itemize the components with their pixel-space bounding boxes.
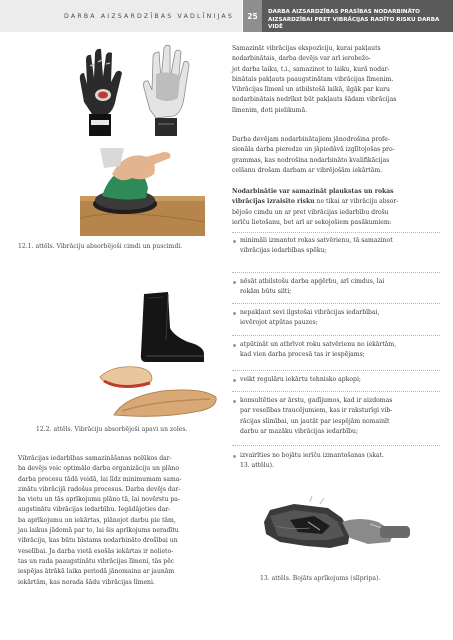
text-line: kad vien darba procesā tas ir iespējams; xyxy=(240,351,365,359)
figure-12-2-caption: 12.2. attēls. Vibrāciju absorbējoši apavi un zoles. xyxy=(36,426,188,433)
figure-12-1-caption: 12.1. attēls. Vibrāciju absorbējoši cimdi un puscimdi. xyxy=(18,243,183,250)
text-line: binātais pakļauts paaugstinātam vibrācijas līmenim. xyxy=(232,75,394,83)
text-line: izvairīties no bojātu ierīču izmantošanas (skat. xyxy=(240,452,384,459)
section-title-line-1: DARBA AIZSARDZĪBAS PRASĪBAS NODARBINĀTO xyxy=(268,9,420,15)
text-line: augstinātu vibrācijas iedarbību. Iegādājoties dar- xyxy=(18,506,171,514)
bullet-icon xyxy=(233,312,236,315)
text-line: grammas, kas nodrošina nodarbināto kvalifikācijas xyxy=(232,156,390,164)
text-line: 13. attēlu). xyxy=(240,462,274,470)
text-line: iekārtām, kas nerada šādu vibrācijas līmeni. xyxy=(18,578,155,586)
divider xyxy=(232,370,440,371)
training-paragraph xyxy=(232,135,440,176)
text-line: bējošo cimdu un ar pret vibrācijas iedarbību drošu xyxy=(232,208,389,216)
section-title-line-2: AIZSARDZĪBAI PRET VIBRĀCIJAS RADĪTO RISKU DARBA VIDĒ xyxy=(268,16,440,30)
text-line: par veselības traucējumiem, kas ir raksturīgi vib- xyxy=(240,407,393,415)
bold-heading-line: Nodarbinātie var samazināt plaukstas un rokas xyxy=(232,188,394,195)
text-line: vibrāciju, kas būtu bīstams nodarbināto drošībai un xyxy=(18,537,178,545)
text-line: vibrācijas iedarbības spēku; xyxy=(240,247,327,255)
text-line: darbu ar mazāku vibrācijas iedarbību; xyxy=(240,427,359,435)
bullet-icon xyxy=(233,281,236,284)
list-item xyxy=(232,451,440,472)
text-line: jot darba laiku, t.i., samazinot to laiku, kurā nodar- xyxy=(232,65,390,73)
orbital-sander-photo xyxy=(80,148,205,236)
bullet-icon xyxy=(233,400,236,403)
text-line: nodarbinātais nedrīkst būt pakļauts šādam vibrācijas xyxy=(232,96,397,104)
bullet-icon xyxy=(233,455,236,458)
anti-vibration-boot-photo xyxy=(138,292,208,364)
black-glove-illustration xyxy=(80,49,122,136)
list-item xyxy=(232,375,440,385)
text-line: rokām būtu silti; xyxy=(240,288,292,296)
grey-glove-illustration xyxy=(144,45,190,136)
text-line: ba devējs veic optimālo darba organizāciju un plāno xyxy=(18,465,179,473)
text-line: nepakļaut sevi ilgstošai vibrācijas iedarbībai, xyxy=(240,309,380,316)
vibration-gloves-photo xyxy=(72,40,202,140)
left-body-paragraph xyxy=(18,454,223,588)
text-line: sionāla darba pieredze un jāpiedāvā izglītojošas pro- xyxy=(232,146,395,154)
bold-heading-part: vibrācijas izraisīto risku xyxy=(232,198,315,206)
list-item xyxy=(232,308,440,329)
divider xyxy=(232,335,440,336)
text-fragment: ne tikai ar vibrāciju absor- xyxy=(314,198,399,206)
list-item xyxy=(232,396,440,437)
figure-13-caption: 13. attēls. Bojāts aprīkojums (slīpripa). xyxy=(260,575,381,582)
text-line: nēsāt atbilstošu darba apģērbu, arī cimdus, lai xyxy=(240,278,385,285)
text-line: Vibrācijas iedarbības samazināšanas nolūkos dar- xyxy=(18,455,172,462)
text-line: minimāli izmantot rokas satvērienu, tā samazinot xyxy=(240,237,393,244)
text-line: celšanu drošam darbam ar vibrējošām iekārtām. xyxy=(232,166,383,174)
risk-reduction-intro xyxy=(232,187,440,228)
running-title: DARBA AIZSARDZĪBAS VADLĪNIJAS xyxy=(0,0,242,32)
anti-vibration-insoles-photo xyxy=(92,357,222,419)
list-item xyxy=(232,277,440,298)
text-line xyxy=(232,197,440,207)
text-line: līmenim, doti pielikumā. xyxy=(232,106,308,114)
text-line: nodarbinātais, darba devējs var arī ierobežo- xyxy=(232,55,371,63)
text-line: konsultēties ar ārstu, gadījumos, kad ir aizdomas xyxy=(240,397,393,404)
text-line: jau laikus jādomā par to, lai šis aprīkojums neradītu xyxy=(18,527,179,535)
bullet-icon xyxy=(233,240,236,243)
divider xyxy=(232,232,440,233)
intro-paragraph xyxy=(232,44,440,116)
divider xyxy=(232,272,440,273)
text-line: veikt regulāru iekārtu tehnisko apkopi; xyxy=(240,376,361,383)
divider xyxy=(232,445,440,446)
list-item xyxy=(232,236,440,257)
page-number: 25 xyxy=(243,0,262,32)
text-line: ierīču lietošanu, bet arī ar sekojošiem pasākumiem: xyxy=(232,218,392,226)
text-line: Darba devējam nodarbinātajiem jānodrošina profe- xyxy=(232,136,390,143)
text-line: atpūtināt un atbrīvot roku satvērienu no iekārtām, xyxy=(240,341,397,348)
section-title xyxy=(262,0,453,32)
text-line: veselībai. Ja darba vietā esošās iekārtas ir nolieto- xyxy=(18,547,174,555)
text-line: ievērojot atpūtas pauzes; xyxy=(240,319,318,327)
divider xyxy=(232,303,440,304)
text-line: ba vietu un tās aprīkojumu plāno tā, lai novērstu pa- xyxy=(18,496,180,504)
text-line: Samazināt vibrācijas ekspozīciju, kurai pakļauts xyxy=(232,45,381,52)
text-line: iespējas ātrākā laika periodā jānomaina ar jaunām xyxy=(18,568,175,576)
bullet-icon xyxy=(233,379,236,382)
text-line: ba aprīkojumu un iekārtas, plānojot darbu pie tām, xyxy=(18,516,176,524)
text-line: zinātu vibrācijā radošus procesus. Darba devējs dar- xyxy=(18,485,181,493)
list-item xyxy=(232,340,440,361)
divider xyxy=(232,391,440,392)
text-line: tas un rada paaugstinātu vibrācijas līmeni, tās pēc xyxy=(18,557,175,565)
bullet-icon xyxy=(233,344,236,347)
damaged-grinding-disc-photo xyxy=(250,482,426,572)
text-line: rācijas slimībai, un jautāt par iespējām nomainīt xyxy=(240,417,390,425)
text-line: darba procesu tādā veidā, lai līdz minimumam sama- xyxy=(18,475,182,483)
text-line: Vibrācijas līmenī un atbilstošā laikā, ilgāk par kuru xyxy=(232,86,390,94)
